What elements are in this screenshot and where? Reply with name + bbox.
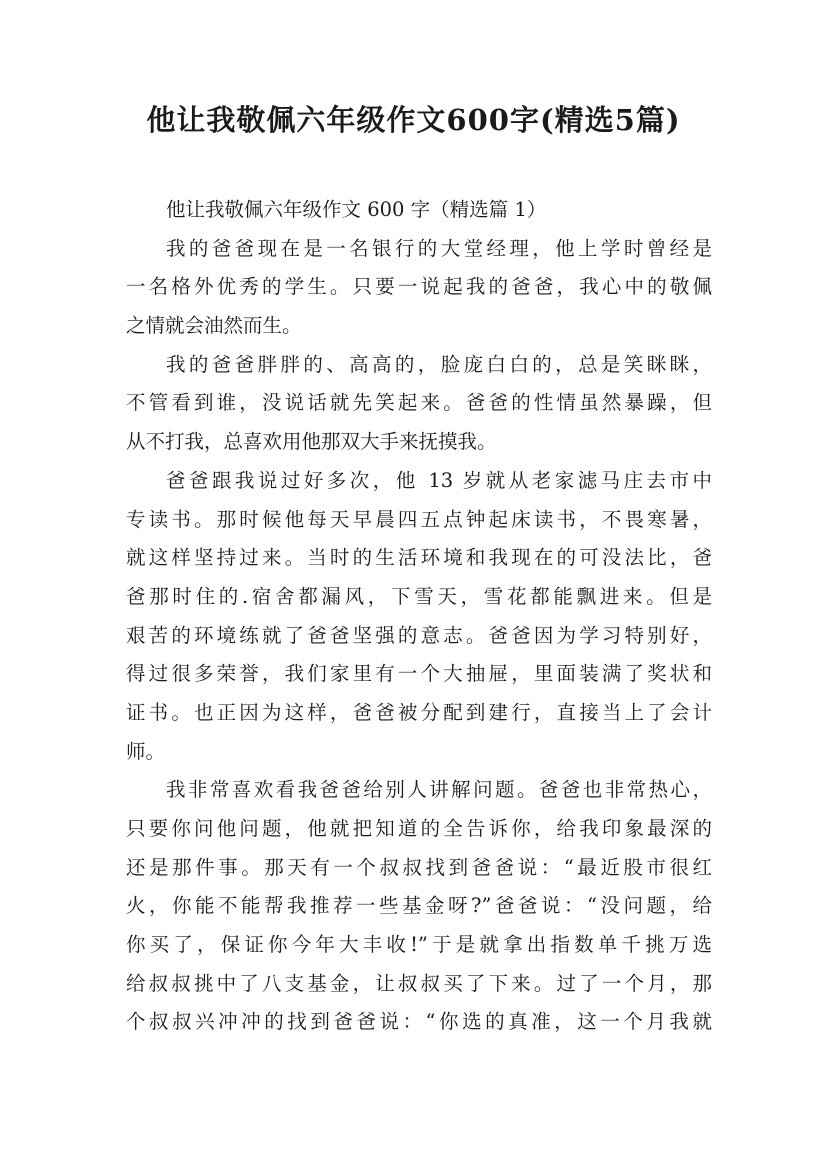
body-text [126,191,712,1042]
text-line: 艰苦的环境练就了爸爸坚强的意志。爸爸因为学习特别好， [126,623,712,647]
text-line: 爸爸跟我说过好多次，他 13 岁就从老家滤马庄去市中 [166,468,712,492]
text-line: 之情就会油然而生。 [126,314,302,338]
text-line: 给叔叔挑中了八支基金，让叔叔买了下来。过了一个月，那 [126,971,712,995]
text-line: 证书。也正因为这样，爸爸被分配到建行，直接当上了会计 [126,700,712,724]
text-line: 个叔叔兴冲冲的找到爸爸说：“你选的真准，这一个月我就 [126,1010,712,1034]
text-line: 还是那件事。那天有一个叔叔找到爸爸说：“最近股市很红 [126,855,712,879]
text-line: 从不打我，总喜欢用他那双大手来抚摸我。 [126,430,497,454]
text-line: 爸那时住的.宿舍都漏风，下雪天，雪花都能飘进来。但是 [126,584,712,608]
text-line: 不管看到谁，没说话就先笑起来。爸爸的性情虽然暴躁，但 [126,391,712,415]
text-line: 我的爸爸现在是一名银行的大堂经理，他上学时曾经是 [166,236,712,260]
text-line: 我的爸爸胖胖的、高高的，脸庞白白的，总是笑眯眯， [166,352,712,376]
text-line: 只要你问他问题，他就把知道的全告诉你，给我印象最深的 [126,817,712,840]
text-line: 专读书。那时候他每天早晨四五点钟起床读书，不畏寒暑， [126,507,712,531]
text-line: 师。 [126,739,166,763]
text-line: 一名格外优秀的学生。只要一说起我的爸爸，我心中的敬佩 [126,275,712,299]
text-line: 就这样坚持过来。当时的生活环境和我现在的可没法比，爸 [126,546,712,570]
text-line: 火，你能不能帮我推荐一些基金呀?”爸爸说：“没问题，给 [126,894,712,918]
document-title: 他让我敬佩六年级作文600字(精选5篇) [146,103,681,137]
text-line: 得过很多荣誉，我们家里有一个大抽屉，里面装满了奖状和 [126,662,712,686]
text-line: 我非常喜欢看我爸爸给别人讲解问题。爸爸也非常热心， [166,778,712,802]
text-line: 你买了，保证你今年大丰收!”于是就拿出指数单千挑万选 [126,933,712,957]
section-subtitle: 他让我敬佩六年级作文 600 字（精选篇 1） [166,198,547,221]
